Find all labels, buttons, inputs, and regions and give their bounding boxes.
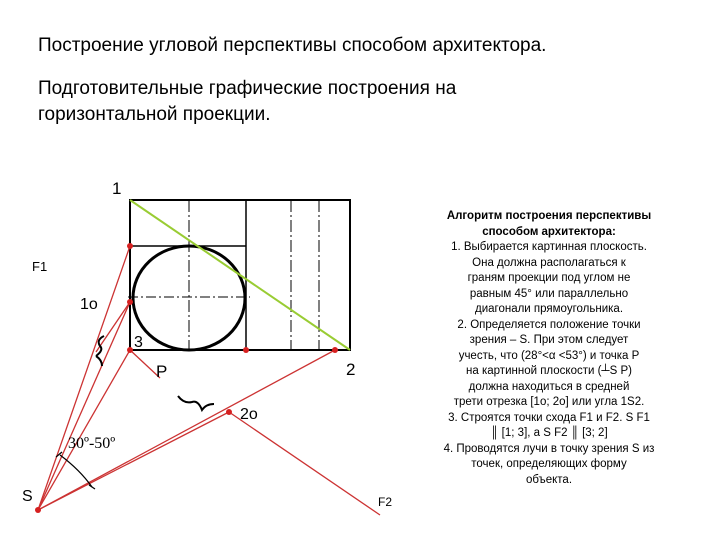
algorithm-line: Она должна располагаться к [472,256,626,269]
point-F1-edge [127,243,133,249]
algorithm-line: 1. Выбирается картинная плоскость. [451,241,647,253]
label-1o: 1о [80,296,98,313]
picture-plane-line [130,200,350,350]
algorithm-line: должна находиться в средней [468,380,630,393]
algorithm-line: граням проекции под углом не [467,272,631,284]
arc-tick-2 [89,485,95,489]
algorithm-line: зрения – S. При этом следует [469,334,629,346]
algorithm-heading-2: способом архитектора: [482,225,616,238]
algorithm-line: 3. Строятся точки схода F1 и F2. S F1 [448,411,650,424]
algorithm-line: 4. Проводятся лучи в точку зрения S из [443,442,655,455]
point-S [35,507,41,513]
construction-lines [38,246,380,515]
algorithm-line: диагонали прямоугольника. [474,303,624,315]
brace-lower [178,396,214,410]
label-P: P [156,362,168,381]
point-circle-bottom [243,347,249,353]
label-angle: 30º-50º [68,435,116,452]
algorithm-line: учесть, что (28°<α <53°) и точка P [458,349,640,362]
algorithm-line: на картинной плоскости (┴S P) [466,365,632,377]
label-1: 1 [112,179,122,198]
label-F1: F1 [32,259,48,274]
algorithm-line: объекта. [525,473,573,486]
slide-title: Построение угловой перспективы способом архитектора. [38,35,547,56]
view-angle-arc [60,455,92,487]
algorithm-heading-1: Алгоритм построения перспективы [446,210,652,222]
label-3: 3 [134,334,143,351]
algorithm-line: трети отрезка [1о; 2о] или угла 1S2. [453,396,645,408]
algorithm-line: ║ [1; 3], а S F2 ║ [3; 2] [490,427,608,439]
subtitle-line-1: Подготовительные графические построения на [38,78,457,99]
label-S: S [22,488,33,505]
algorithm-line: равным 45° или параллельно [469,287,629,300]
label-F2: F2 [378,495,393,509]
point-2 [332,347,338,353]
algorithm-line: точек, определяющих форму [471,458,627,470]
point-1o [127,299,133,305]
ray-S-to-1o [38,302,130,510]
algorithm-text [404,209,694,488]
algorithm-line: 2. Определяется положение точки [457,318,641,331]
point-2o [226,409,232,415]
point-3 [127,347,133,353]
ray-S-to-2 [38,350,335,510]
label-2: 2 [346,360,356,379]
label-2o: 2о [240,406,258,423]
line-2o-to-F2 [229,412,380,515]
subtitle-line-2: горизонтальной проекции. [38,104,271,125]
